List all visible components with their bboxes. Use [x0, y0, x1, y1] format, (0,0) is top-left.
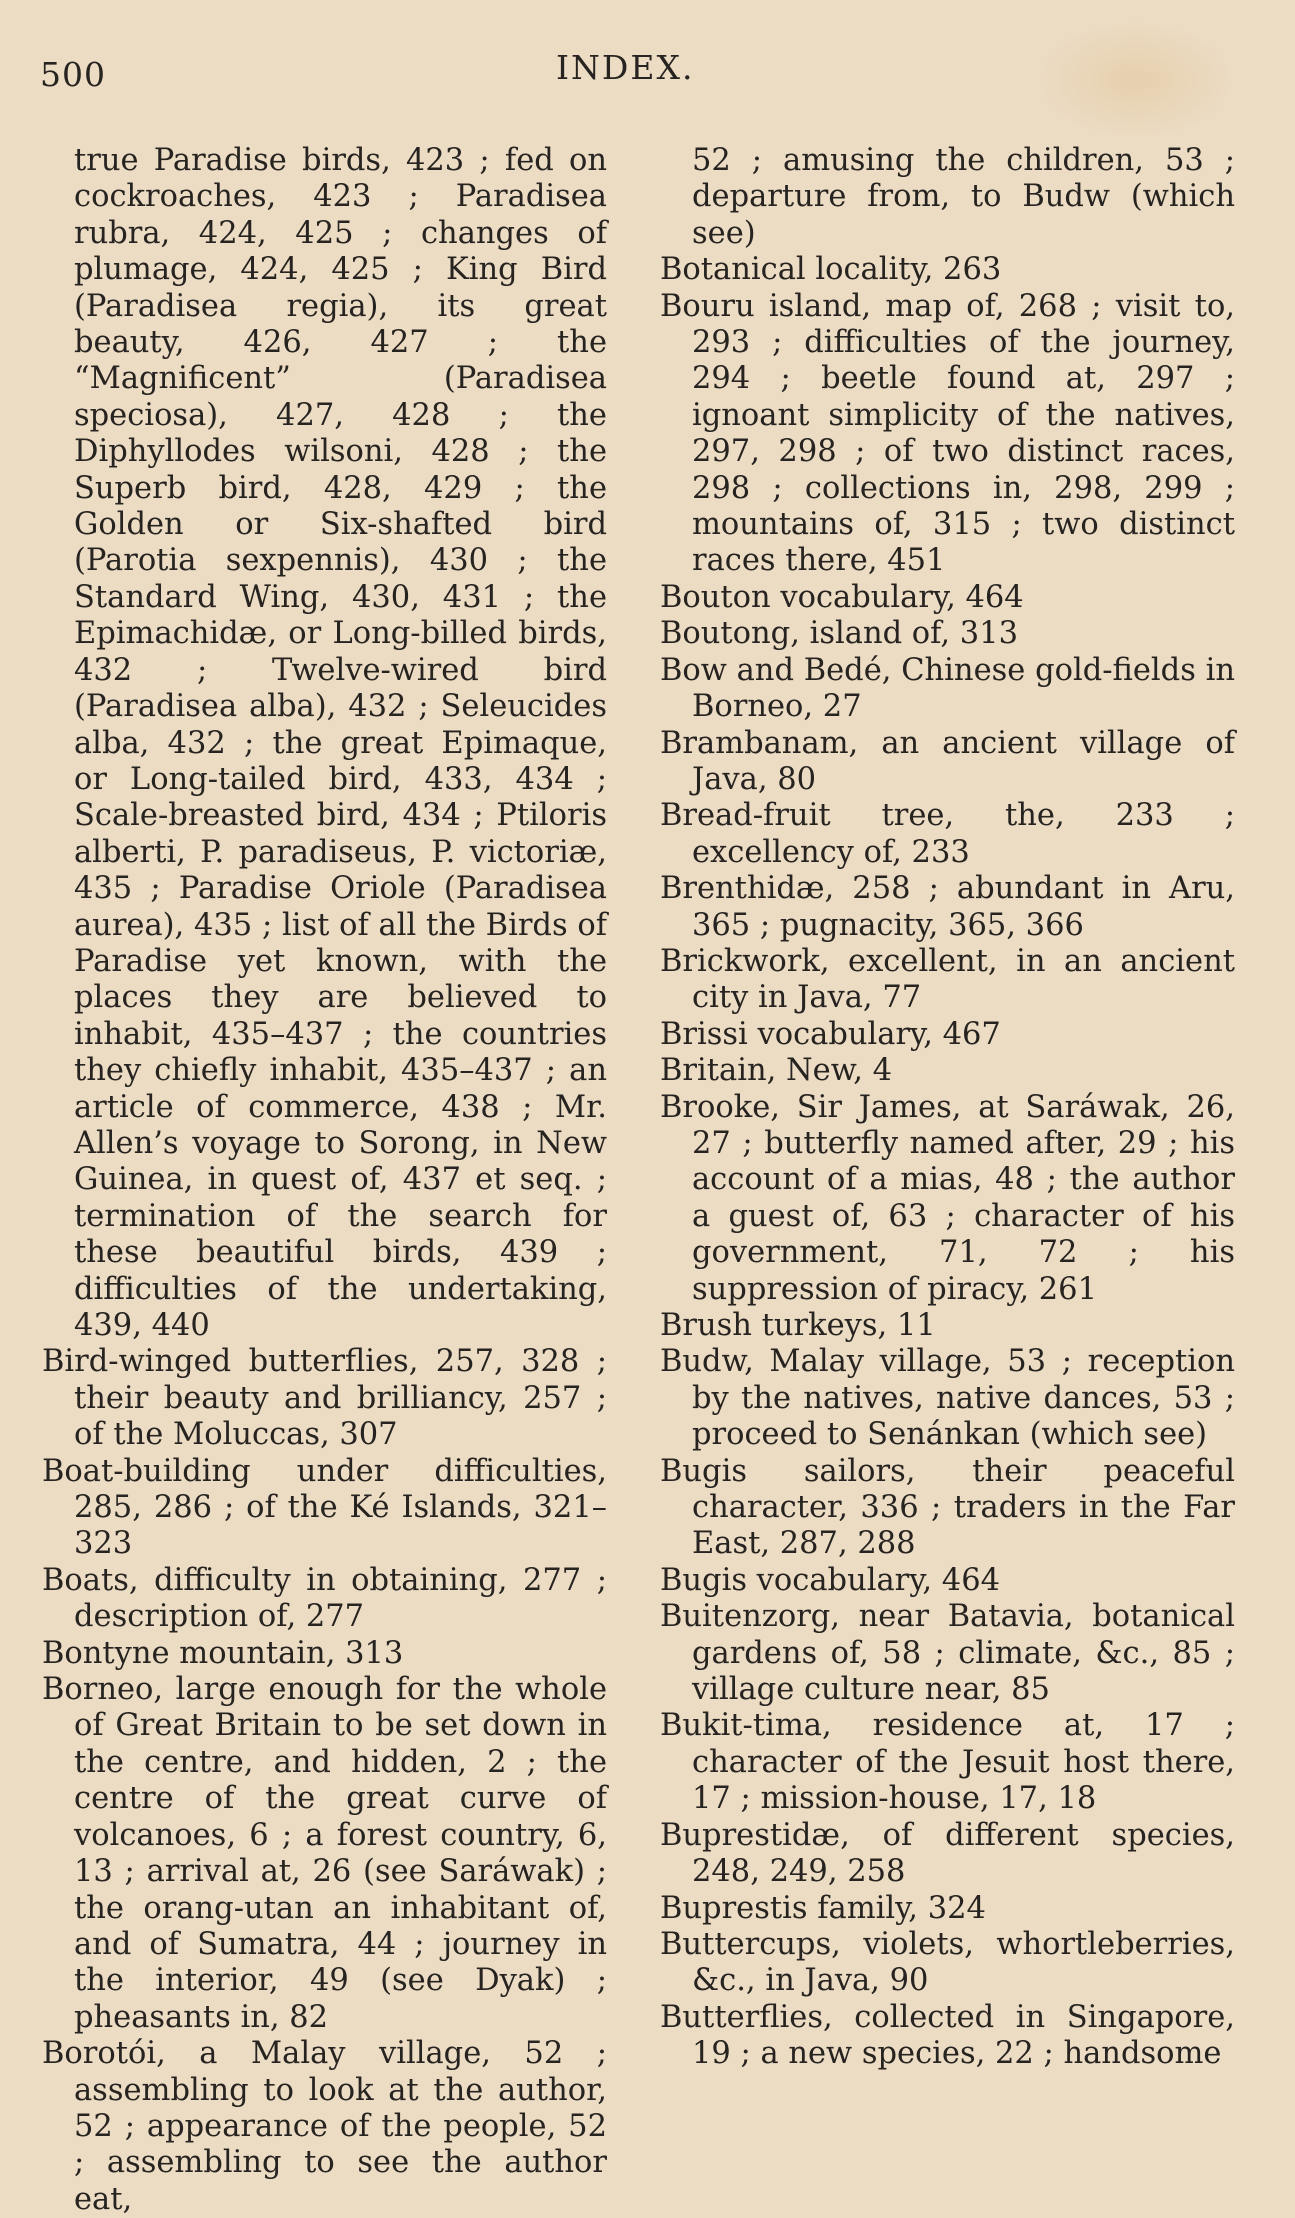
- index-entry: Brambanam, an ancient village of Java, 80: [660, 725, 1235, 797]
- index-entry: Bouru island, map of, 268 ; visit to, 293 ; difficulties of the journey, 294 ; beetle found at, 297 ; ignoant simplicity of the natives, 297, 298 ; of two distinct races, 298 ; collections in, 298, 299 ; mountains of, 315 ; two distinct races there, 451: [660, 288, 1235, 579]
- index-entry-continued: true Paradise birds, 423 ; fed on cockroaches, 423 ; Paradisea rubra, 424, 425 ; changes of plumage, 424, 425 ; King Bird (Paradisea regia), its great beauty, 426, 427 ; the “Magnificent” (Paradisea speciosa), 427, 428 ; the Diphyllodes wilsoni, 428 ; the Superb bird, 428, 429 ; the Golden or Six-shafted bird (Parotia sexpennis), 430 ; the Standard Wing, 430, 431 ; the Epimachidæ, or Long-billed birds, 432 ; Twelve-wired bird (Paradisea alba), 432 ; Seleucides alba, 432 ; the great Epimaque, or Long-tailed bird, 433, 434 ; Scale-breasted bird, 434 ; Ptiloris alberti, P. paradiseus, P. victoriæ, 435 ; Paradise Oriole (Paradisea aurea), 435 ; list of all the Birds of Paradise yet known, with the places they are believed to inhabit, 435–437 ; the countries they chiefly inhabit, 435–437 ; an article of commerce, 438 ; Mr. Allen’s voyage to Sorong, in New Guinea, in quest of, 437 et seq. ; termination of the search for these beautiful birds, 439 ; difficulties of the undertaking, 439, 440: [74, 143, 607, 1343]
- index-entry: Brenthidæ, 258 ; abundant in Aru, 365 ; pugnacity, 365, 366: [660, 871, 1235, 943]
- index-entry: Buitenzorg, near Batavia, botanical gardens of, 58 ; climate, &c., 85 ; village culture near, 85: [660, 1599, 1235, 1708]
- index-entry: Bouton vocabulary, 464: [660, 579, 1024, 615]
- index-entry: Butterflies, collected in Singapore, 19 ; a new species, 22 ; handsome: [660, 1999, 1235, 2072]
- index-entry: Bird-winged butterflies, 257, 328 ; their beauty and brilliancy, 257 ; of the Moluccas, 307: [42, 1344, 607, 1453]
- index-column-left: [42, 143, 607, 2218]
- index-entry: Buttercups, violets, whortleberries, &c., in Java, 90: [660, 1926, 1235, 1999]
- index-entry: Boat-building under difficulties, 285, 286 ; of the Ké Islands, 321–323: [42, 1453, 607, 1562]
- index-entry: Buprestis family, 324: [660, 1890, 986, 1926]
- index-entry: Boats, difficulty in obtaining, 277 ; description of, 277: [42, 1562, 607, 1635]
- paper-stain: [1035, 20, 1235, 140]
- index-column-right: [660, 143, 1235, 2073]
- index-entry: Bow and Bedé, Chinese gold-fields in Borneo, 27: [660, 652, 1235, 725]
- index-entry: Bugis vocabulary, 464: [660, 1562, 1001, 1598]
- index-entry: Brickwork, excellent, in an ancient city in Java, 77: [660, 943, 1235, 1016]
- index-entry: Buprestidæ, of different species, 248, 249, 258: [660, 1817, 1235, 1890]
- index-entry: Botanical locality, 263: [660, 252, 1002, 288]
- page-number: 500: [40, 55, 106, 94]
- index-entry: Bukit-tima, residence at, 17 ; character of the Jesuit host there, 17 ; mission-house, 17, 18: [660, 1708, 1235, 1817]
- running-head: INDEX.: [556, 48, 695, 87]
- index-entry: Borotói, a Malay village, 52 ; assembling to look at the author, 52 ; appearance of the people, 52 ; assembling to see the author eat,: [42, 2036, 607, 2217]
- index-entry: Brush turkeys, 11: [660, 1308, 936, 1343]
- index-entry: Budw, Malay village, 53 ; reception by the natives, native dances, 53 ; proceed to Senánkan (which see): [660, 1344, 1235, 1453]
- index-entry: Brissi vocabulary, 467: [660, 1016, 1001, 1052]
- index-entry-continued: 52 ; amusing the children, 53 ; departure from, to Budw (which see): [692, 143, 1235, 251]
- index-entry: Bread-fruit tree, the, 233 ; excellency of, 233: [660, 798, 1235, 870]
- index-entry: Boutong, island of, 313: [660, 616, 1018, 652]
- index-entry: Bontyne mountain, 313: [42, 1635, 404, 1671]
- index-entry: Brooke, Sir James, at Saráwak, 26, 27 ; butterfly named after, 29 ; his account of a mias, 48 ; the author a guest of, 63 ; character of his government, 71, 72 ; his suppression of piracy, 261: [660, 1089, 1235, 1307]
- index-entry: Britain, New, 4: [660, 1053, 892, 1089]
- index-entry: Bugis sailors, their peaceful character, 336 ; traders in the Far East, 287, 288: [660, 1453, 1235, 1562]
- index-entry: Borneo, large enough for the whole of Great Britain to be set down in the centre, and hidden, 2 ; the centre of the great curve of volcanoes, 6 ; a forest country, 6, 13 ; arrival at, 26 (see Saráwak) ; the orang-utan an inhabitant of, and of Sumatra, 44 ; journey in the interior, 49 (see Dyak) ; pheasants in, 82: [42, 1672, 607, 2035]
